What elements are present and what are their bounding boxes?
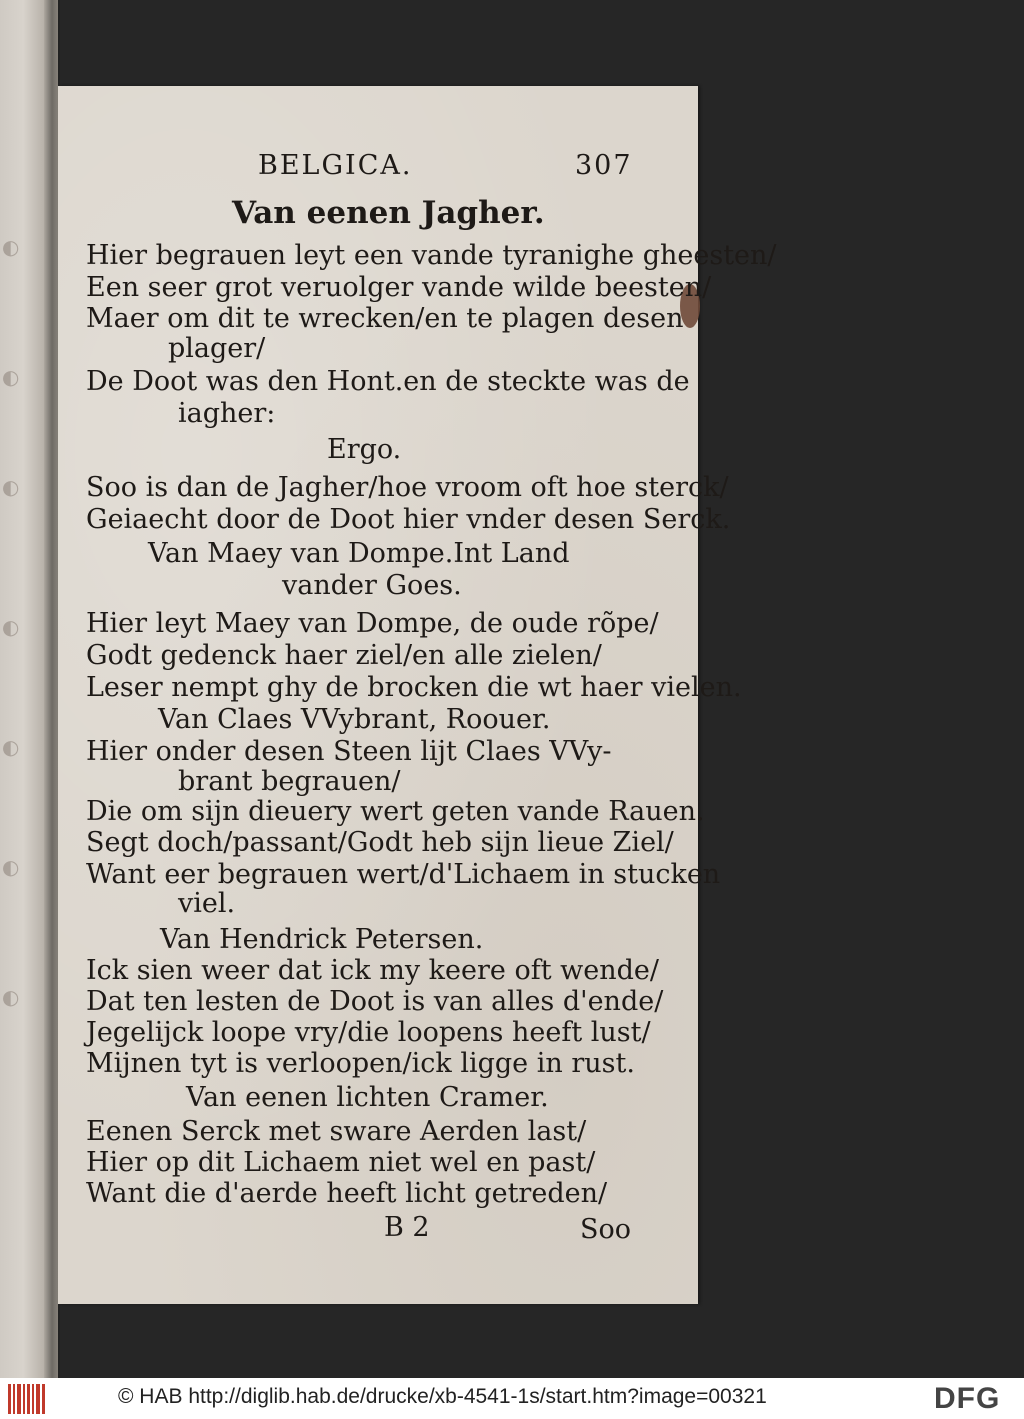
verse-line: Die om sijn dieuery wert geten vande Rauen. — [86, 796, 705, 827]
verse-line: Leser nempt ghy de brocken die wt haer vielen. — [86, 672, 742, 703]
section-title-jagher: Van eenen Jagher. — [232, 195, 545, 231]
verse-line: Geiaecht door de Doot hier vnder desen Serck. — [86, 504, 731, 535]
verse-line: Godt gedenck haer ziel/en alle zielen/ — [86, 640, 602, 671]
signature-mark: B 2 — [384, 1212, 430, 1243]
source-credit-link[interactable]: © HAB http://diglib.hab.de/drucke/xb-4541-1s/start.htm?image=00321 — [118, 1385, 767, 1408]
verse-line: Een seer grot veruolger vande wilde beesten/ — [86, 272, 712, 303]
verse-line: plager/ — [168, 333, 266, 364]
verse-line: Want eer begrauen wert/d'Lichaem in stucken — [86, 859, 721, 890]
verse-line: viel. — [178, 888, 236, 919]
section-heading-claes: Van Claes VVybrant, Roouer. — [158, 704, 551, 735]
ergo-heading: Ergo. — [327, 434, 402, 465]
verse-line: Eenen Serck met sware Aerden last/ — [86, 1116, 587, 1147]
page-number: 307 — [575, 150, 633, 181]
bleed-through-mark: ◐ — [2, 985, 20, 1009]
bleed-through-mark: ◐ — [2, 855, 20, 879]
bleed-through-mark: ◐ — [2, 735, 20, 759]
viewer-footer — [0, 1378, 1024, 1419]
section-heading-cramer: Van eenen lichten Cramer. — [186, 1082, 549, 1113]
verse-line: Segt doch/passant/Godt heb sijn lieue Ziel/ — [86, 827, 674, 858]
verse-line: brant begrauen/ — [178, 766, 401, 797]
verse-line: Soo is dan de Jagher/hoe vroom oft hoe sterck/ — [86, 472, 729, 503]
verse-line: Mijnen tyt is verloopen/ick ligge in rust. — [86, 1048, 635, 1079]
section-heading-maey: Van Maey van Dompe.Int Land — [148, 538, 570, 569]
running-title: BELGICA. — [258, 150, 413, 181]
verse-line: Want die d'aerde heeft licht getreden/ — [86, 1178, 608, 1209]
verse-line: Maer om dit te wrecken/en te plagen desen — [86, 303, 684, 334]
catchword: Soo — [580, 1214, 632, 1245]
dfg-logo: DFG — [934, 1382, 1001, 1415]
verse-line: Ick sien weer dat ick my keere oft wende/ — [86, 955, 659, 986]
verse-line: Hier leyt Maey van Dompe, de oude rõpe/ — [86, 608, 659, 639]
bleed-through-mark: ◐ — [2, 615, 20, 639]
bleed-through-mark: ◐ — [2, 365, 20, 389]
verse-line: Hier op dit Lichaem niet wel en past/ — [86, 1147, 596, 1178]
verse-line: iagher: — [178, 398, 276, 429]
verse-line: Dat ten lesten de Doot is van alles d'ende/ — [86, 986, 664, 1017]
bleed-through-mark: ◐ — [2, 235, 20, 259]
verse-line: De Doot was den Hont.en de steckte was de — [86, 366, 690, 397]
bleed-through-mark: ◐ — [2, 475, 20, 499]
section-heading-hendrick: Van Hendrick Petersen. — [160, 924, 484, 955]
verse-line: Hier onder desen Steen lijt Claes VVy- — [86, 736, 612, 767]
section-heading-maey-line2: vander Goes. — [282, 570, 462, 601]
barcode-icon — [8, 1384, 46, 1414]
verse-line: Hier begrauen leyt een vande tyranighe gheesten/ — [86, 240, 777, 271]
verse-line: Jegelijck loope vry/die loopens heeft lust/ — [86, 1017, 651, 1048]
